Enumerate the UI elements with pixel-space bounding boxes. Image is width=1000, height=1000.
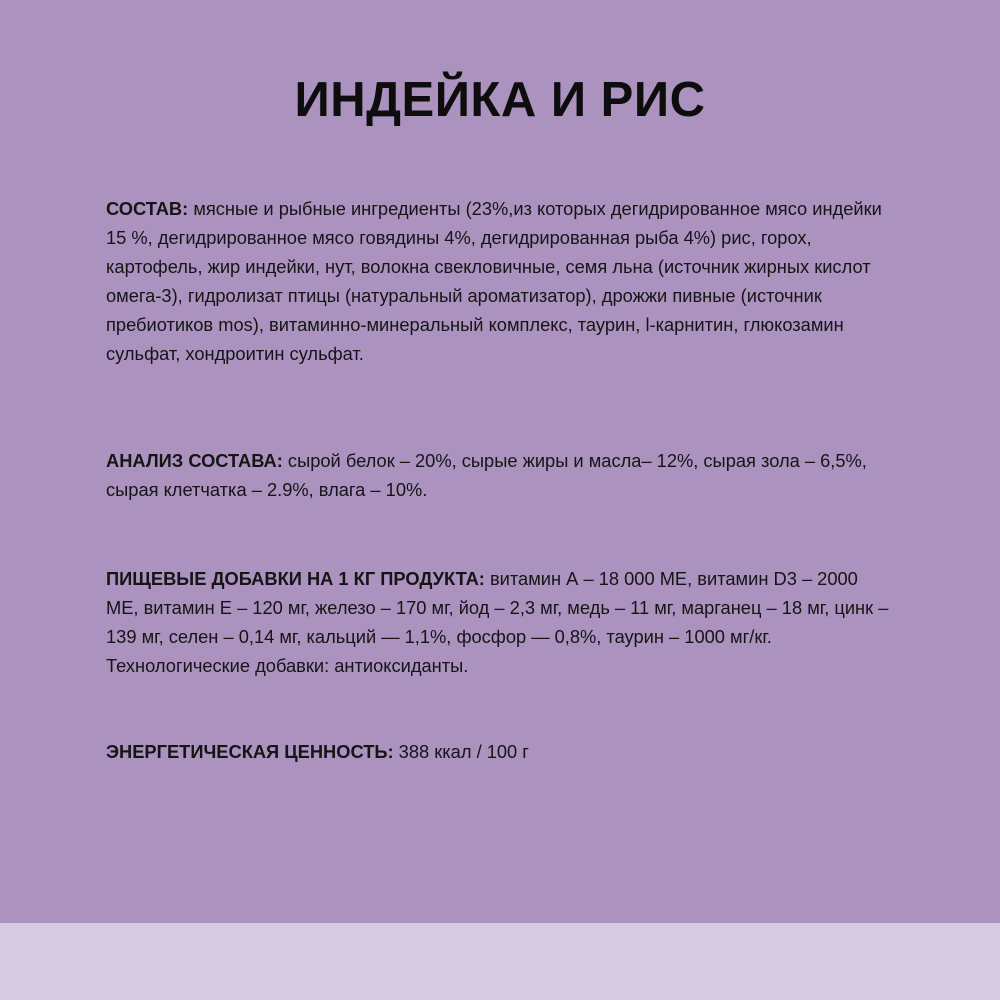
energy-text: 388 ккал / 100 г bbox=[393, 741, 529, 762]
additives-section bbox=[106, 564, 891, 680]
page-title: ИНДЕЙКА И РИС bbox=[294, 73, 706, 127]
additives-text: витамин А – 18 000 МЕ, витамин D3 – 2000 МЕ, витамин Е – 120 мг, железо – 170 мг, йод – 2,3 мг, медь – 11 мг, марганец – 18 мг, цинк – 139 мг, селен – 0,14 мг, кальций — 1,1%, фосфор — 0,8%, таурин – 1000 мг/кг. Технологические добавки: антиоксиданты. bbox=[106, 568, 889, 676]
bottom-band bbox=[0, 923, 1000, 1000]
composition-label: СОСТАВ: bbox=[106, 198, 189, 219]
analysis-text: сырой белок – 20%, сырые жиры и масла– 12%, сырая зола – 6,5%, сырая клетчатка – 2.9%, влага – 10%. bbox=[106, 450, 867, 500]
composition-text: мясные и рыбные ингредиенты (23%,из которых дегидрированное мясо индейки 15 %, дегидрированное мясо говядины 4%, дегидрированная рыба 4%) рис, горох, картофель, жир индейки, нут, волокна свекловичные, семя льна (источник жирных кислот омега-3), гидролизат птицы (натуральный ароматизатор), дрожжи пивные (источник пребиотиков mos), витаминно-минеральный комплекс, таурин, l-карнитин, глюкозамин сульфат, хондроитин сульфат. bbox=[106, 198, 882, 364]
energy-section bbox=[106, 737, 891, 766]
analysis-label: АНАЛИЗ СОСТАВА: bbox=[106, 450, 283, 471]
energy-label: ЭНЕРГЕТИЧЕСКАЯ ЦЕННОСТЬ: bbox=[106, 741, 394, 762]
analysis-section bbox=[106, 446, 891, 504]
composition-section bbox=[106, 194, 891, 368]
additives-label: ПИЩЕВЫЕ ДОБАВКИ НА 1 КГ ПРОДУКТА: bbox=[106, 568, 485, 589]
